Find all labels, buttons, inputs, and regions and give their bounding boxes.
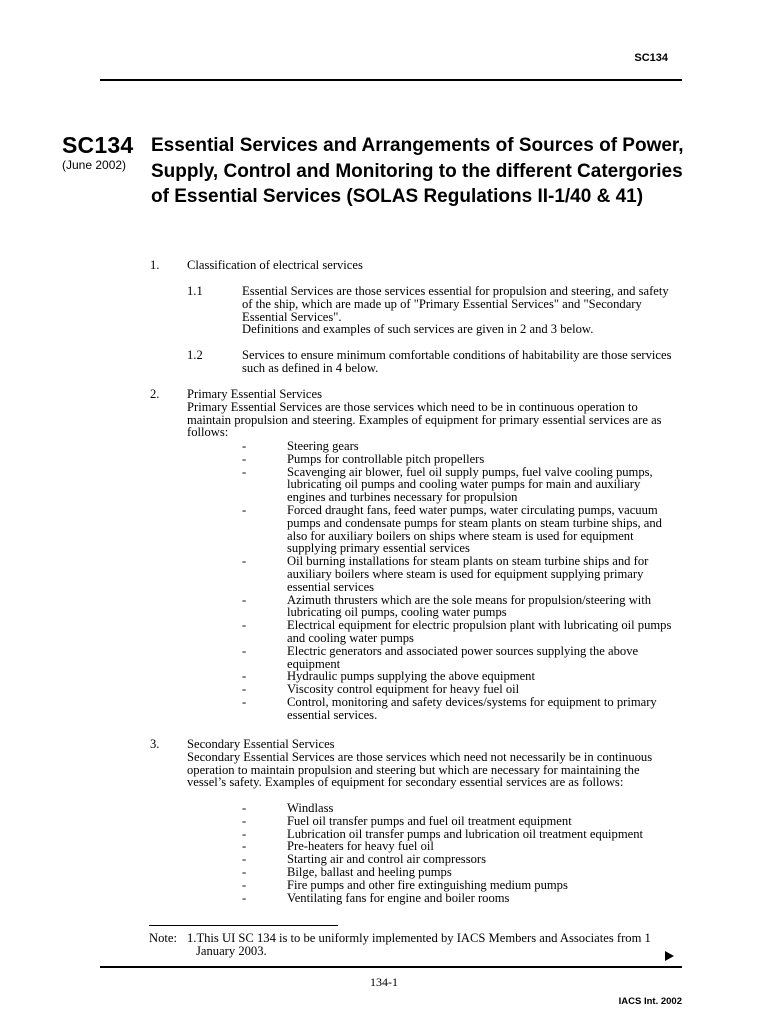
text-line: essential services.	[287, 707, 378, 722]
text-line: Forced draught fans, feed water pumps, water circulating pumps, vacuum	[287, 502, 658, 517]
text-line: Scavenging air blower, fuel oil supply pumps, fuel valve cooling pumps,	[287, 464, 653, 479]
text-line: Steering gears	[287, 439, 359, 453]
text-line: operation to maintain propulsion and steering but which are necessary for maintaining the	[187, 762, 640, 777]
list-item-text	[287, 594, 682, 620]
text-line: Hydraulic pumps supplying the above equipment	[287, 669, 535, 684]
text-line: Fire pumps and other fire extinguishing medium pumps	[287, 877, 568, 892]
list-item	[242, 453, 682, 466]
text-line: Fuel oil transfer pumps and fuel oil treatment equipment	[287, 813, 572, 828]
text-line: lubricating oil pumps, cooling water pumps	[287, 605, 507, 620]
list-bullet: -	[242, 813, 247, 828]
text-line: Azimuth thrusters which are the sole means for propulsion/steering with	[287, 592, 652, 607]
text-line: Electric generators and associated power sources supplying the above	[287, 643, 639, 658]
list-bullet: -	[242, 890, 247, 905]
list-item-text	[287, 504, 682, 555]
list-bullet: -	[242, 439, 247, 453]
list-item	[242, 645, 682, 671]
header-doc-code: SC134	[634, 52, 668, 64]
text-line: engines and turbines necessary for propulsion	[287, 490, 518, 505]
text-line: Starting air and control air compressors	[287, 852, 486, 867]
footnote-rule	[149, 925, 338, 926]
footer-rule	[100, 966, 682, 968]
list-item	[242, 504, 682, 555]
list-item	[242, 815, 682, 828]
section-1-1-text	[242, 285, 682, 336]
list-item-text	[287, 815, 682, 828]
list-item-text	[287, 802, 682, 815]
list-bullet: -	[242, 464, 247, 479]
list-item	[242, 879, 682, 892]
text-line: Definitions and examples of such services are given in 2 and 3 below.	[242, 322, 594, 337]
text-line: Primary Essential Services are those services which need to be in continuous operation to	[187, 399, 638, 414]
list-bullet: -	[242, 852, 247, 867]
doc-date: (June 2002)	[62, 158, 127, 172]
list-item	[242, 440, 682, 453]
text-line: Pumps for controllable pitch propellers	[287, 451, 485, 466]
list-item-text	[287, 466, 682, 504]
page-title: Essential Services and Arrangements of Sources of Power, Supply, Control and Monitoring to the different Catergories of Essential Services (SOLAS Regulations II-1/40 & 41)	[151, 135, 684, 207]
list-item-text	[287, 866, 682, 879]
text-line: vessel’s safety. Examples of equipment for secondary essential services are as follows:	[187, 775, 624, 790]
doc-code: SC134	[62, 132, 134, 158]
list-bullet: -	[242, 682, 247, 697]
section-2-title: Primary Essential Services	[187, 387, 323, 401]
list-item-text	[287, 645, 682, 671]
text-line: also for auxiliary boilers on ships where steam is used for equipment	[287, 528, 634, 543]
list-bullet: -	[242, 826, 247, 841]
list-bullet: -	[242, 877, 247, 892]
section-3-number: 3.	[150, 737, 160, 751]
primary-services-list	[242, 440, 682, 722]
list-bullet: -	[242, 864, 247, 879]
text-line: Electrical equipment for electric propulsion plant with lubricating oil pumps	[287, 618, 672, 633]
text-line: January 2003.	[196, 943, 267, 958]
section-3-title: Secondary Essential Services	[187, 737, 335, 751]
text-line: Control, monitoring and safety devices/systems for equipment to primary	[287, 694, 657, 709]
text-line: Ventilating fans for engine and boiler rooms	[287, 890, 510, 905]
text-line: pumps and condensate pumps for steam plants on steam turbine ships, and	[287, 515, 662, 530]
list-item-text	[287, 440, 682, 453]
text-line: supplying primary essential services	[287, 541, 470, 556]
list-item	[242, 594, 682, 620]
text-line: lubricating oil pumps and cooling water pumps for main and auxiliary	[287, 477, 641, 492]
text-line: Secondary Essential Services are those services which need not necessarily be in continuous	[187, 749, 653, 764]
note-text	[187, 932, 667, 958]
text-line: Oil burning installations for steam plants on steam turbine ships and for	[287, 554, 649, 569]
text-line: maintain propulsion and steering. Examples of equipment for primary essential services are as	[187, 412, 662, 427]
text-line: auxiliary boilers where steam is used for equipment supplying primary	[287, 566, 644, 581]
list-bullet: -	[242, 643, 247, 658]
text-line: Pre-heaters for heavy fuel oil	[287, 839, 434, 854]
list-item	[242, 696, 682, 722]
text-line: Essential Services are those services essential for propulsion and steering, and safety	[242, 284, 669, 298]
list-item	[242, 555, 682, 593]
section-1-title: Classification of electrical services	[187, 258, 363, 272]
text-line: follows:	[187, 425, 229, 440]
next-page-arrow-icon[interactable]	[665, 951, 674, 961]
list-bullet: -	[242, 801, 247, 815]
list-item	[242, 466, 682, 504]
list-item-text	[287, 555, 682, 593]
section-2-block	[187, 388, 687, 439]
list-item-text	[287, 619, 682, 645]
text-line: Bilge, ballast and heeling pumps	[287, 864, 452, 879]
page-number: 134-1	[370, 975, 398, 989]
list-bullet: -	[242, 451, 247, 466]
section-1-number: 1.	[150, 258, 160, 272]
text-line: 1.This UI SC 134 is to be uniformly implemented by IACS Members and Associates from 1	[187, 931, 651, 945]
list-item-text	[287, 879, 682, 892]
list-bullet: -	[242, 618, 247, 633]
list-bullet: -	[242, 839, 247, 854]
text-line: Lubrication oil transfer pumps and lubrication oil treatment equipment	[287, 826, 644, 841]
list-item	[242, 802, 682, 815]
list-item-text	[287, 696, 682, 722]
text-line: Viscosity control equipment for heavy fuel oil	[287, 682, 520, 697]
section-1-2-number: 1.2	[187, 348, 203, 362]
text-line: essential services	[287, 579, 375, 594]
secondary-services-list	[242, 802, 682, 904]
text-line: equipment	[287, 656, 341, 671]
text-line: Windlass	[287, 801, 334, 815]
list-bullet: -	[242, 592, 247, 607]
list-item-text	[287, 453, 682, 466]
text-line: Services to ensure minimum comfortable conditions of habitability are those services	[242, 348, 672, 362]
note-label: Note:	[149, 931, 177, 945]
list-bullet: -	[242, 669, 247, 684]
list-bullet: -	[242, 694, 247, 709]
section-1-2-text	[242, 349, 682, 375]
section-2-number: 2.	[150, 387, 160, 401]
list-bullet: -	[242, 502, 247, 517]
text-line: Essential Services".	[242, 309, 342, 324]
text-line: of the ship, which are made up of "Primary Essential Services" and "Secondary	[242, 296, 642, 311]
list-item	[242, 866, 682, 879]
text-line: and cooling water pumps	[287, 630, 414, 645]
list-bullet: -	[242, 554, 247, 569]
list-item	[242, 892, 682, 905]
text-line: such as defined in 4 below.	[242, 360, 379, 375]
section-3-block	[187, 738, 687, 789]
list-item	[242, 619, 682, 645]
footer-org: IACS Int. 2002	[618, 996, 682, 1007]
header-rule	[100, 79, 682, 81]
section-1-1-number: 1.1	[187, 284, 203, 298]
list-item-text	[287, 892, 682, 905]
